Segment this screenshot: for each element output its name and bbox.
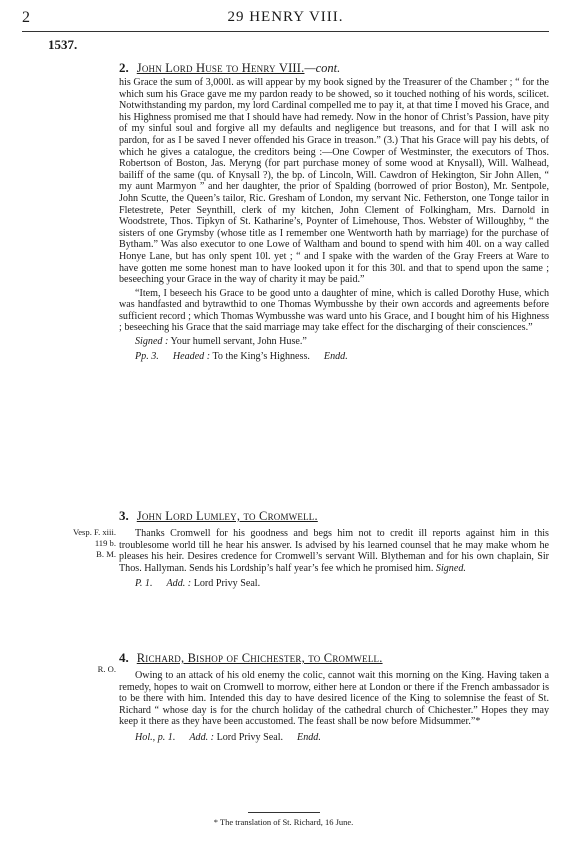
year-margin: 1537. — [48, 37, 78, 52]
entry-number: 2. — [119, 60, 129, 75]
signed-note: Signed. — [435, 562, 466, 574]
entry-4-heading — [119, 650, 549, 666]
pages-note: P. 1. — [135, 578, 153, 590]
signed-text: Your humell servant, John Huse.” — [170, 336, 307, 348]
entry-number: 3. — [119, 508, 129, 523]
entry-3-text: Thanks Cromwell for his goodness and begs him not to credit ill reports against him in this troublesome world till he hear his answer. Is advised by his learned counsel that he may make whom he pleases his heir. Desires credence for Cromwell’s servant Will. Blytheman and for his own chaplain, Sir Thos. Hallyman. Sends his Lordship’s half year’s fee which he promised him. — [119, 528, 549, 574]
entry-2-heading — [119, 60, 549, 76]
endorsed-note: Endd. — [323, 350, 348, 362]
side-ref-line: 119 b. — [94, 538, 116, 548]
header-rule — [22, 31, 549, 32]
entry-2-paragraph-1: his Grace the sum of 3,000l. as will appear by my book signed by the Treasurer of the Chamber ; “ for the which sum his Grace gave me my pardon ready to be showed, so it touched nothing of his words, scilicet. Notwithstanding my pardon, my lord Cardinal compelled me to pay it, at that time I moved his Grace, and his Highness promised me that I should have had remedy. Now in the honor of Christ’s Passion, have pity of my sinful soul and forgive all my defaults and negligence but treasons, and for that I will ask no pardon, for as I be saved I never offended his Grace in treason.” (3.) That his Grace will pay his debts, of which he gives a catalogue, the creditors being :—One Cowper of Westminster, the executors of Thos. Robertson of Boston, Jas. Meryng (for part purchase money of some wood at Knysall), Will. Walhead, bailiff of the same (qu. of Knysall ?), the bp. of Lincoln, Will. Cawdron of Hekington, Sir John Allen, “ my aunt Marmyon ” and her daughter, the prior of Spalding (borrowed of prior Boston), Mr. Sentpole, John Scutte, the Queen’s tailor, Ric. Gresham of London, my servant Nic. Fetherston, one Tonge tailor in Fletestrete, Peter Seynthill, clerk of my kitchen, John Clement of Folkingham, Mrs. Darnold in Woodstrete, Thos. Tipkyn of St. Katharine’s, Poynter of Limehouse, Thos. Webster of Willoughby, “ the sisters of one Grymsby (whose title as I remember one Wentworth hath by marriage) for the purchase of Bytham.” Was also executor to one Lowe of Waltham and bound to spend with him 40l. on a way called Honye Lane, but has only spent 10l. yet ; “ and I spake with the warden of the Gray Freers at Ware to have gotten me some honest man to have looked upon it for this 30l. and that to spend upon the same ; beseeching your Grace in the way of charity it may be paid.” — [119, 77, 549, 286]
signed-label: Signed : — [135, 336, 169, 348]
entry-number: 4. — [119, 650, 129, 665]
page-number: 2 — [22, 9, 30, 26]
page-header — [22, 9, 549, 31]
entry-title: John Lord Lumley, to Cromwell. — [136, 509, 318, 523]
entry-4-physical — [135, 731, 549, 744]
entry-title: Richard, Bishop of Chichester, to Cromwell. — [136, 651, 383, 665]
side-ref-line: Vesp. F. xiii. — [72, 527, 116, 537]
headed-label: Headed : — [172, 350, 211, 362]
address-label: Add. : — [166, 578, 192, 590]
address-text: Lord Privy Seal. — [216, 731, 284, 743]
entry-3-side-reference — [52, 527, 116, 560]
entry-2 — [119, 60, 549, 363]
running-head: 29 HENRY VIII. — [227, 9, 344, 25]
entry-continued: —cont. — [304, 61, 341, 75]
holograph-note: Hol., p. 1. — [135, 731, 176, 743]
address-label: Add. : — [189, 731, 215, 743]
entry-4-side-reference — [52, 664, 116, 675]
footnote: * The translation of St. Richard, 16 June. — [213, 817, 354, 827]
entry-4 — [119, 650, 549, 744]
entry-3-heading — [119, 508, 549, 524]
side-ref-line: B. M. — [96, 549, 116, 559]
pages-note: Pp. 3. — [135, 350, 159, 362]
entry-2-paragraph-2: “Item, I beseech his Grace to be good unto a daughter of mine, which is called Dorothy Huse, which was handfasted and bytrawthid to one Thomas Wymbusshe by their own accords and agreements before sufficient record ; which Thomas Wymbusshe was ward unto his Grace, and I bought him of his Highness ; beseeching his Grace that the said marriage may take effect for the discharging of their consciences.” — [119, 287, 549, 334]
footnote-rule — [248, 812, 320, 813]
entry-2-physical — [135, 350, 549, 363]
address-text: Lord Privy Seal. — [193, 578, 261, 590]
headed-text: To the King’s Highness. — [212, 350, 310, 362]
entry-2-signature — [135, 336, 549, 348]
entry-3-physical — [135, 577, 549, 590]
entry-4-paragraph: Owing to an attack of his old enemy the colic, cannot wait this morning on the King. Having taken a remedy, hopes to wait on Cromwell to morrow, either here at London or there if the French ambassador is to be there with him. Intended this day to have desired licence of the King to solemnise the feast of St. Richard “ whose day is for the church holiday of the cathedral church of Chichester.” Hopes they may keep it there as they have been accustomed. The feast shall be now before Midsummer.”* — [119, 670, 549, 728]
endorsed-note: Endd. — [297, 731, 321, 743]
entry-title: John Lord Huse to Henry VIII. — [136, 61, 305, 75]
entry-3 — [119, 508, 549, 590]
entry-3-paragraph — [119, 528, 549, 574]
side-ref-line: R. O. — [97, 664, 116, 674]
